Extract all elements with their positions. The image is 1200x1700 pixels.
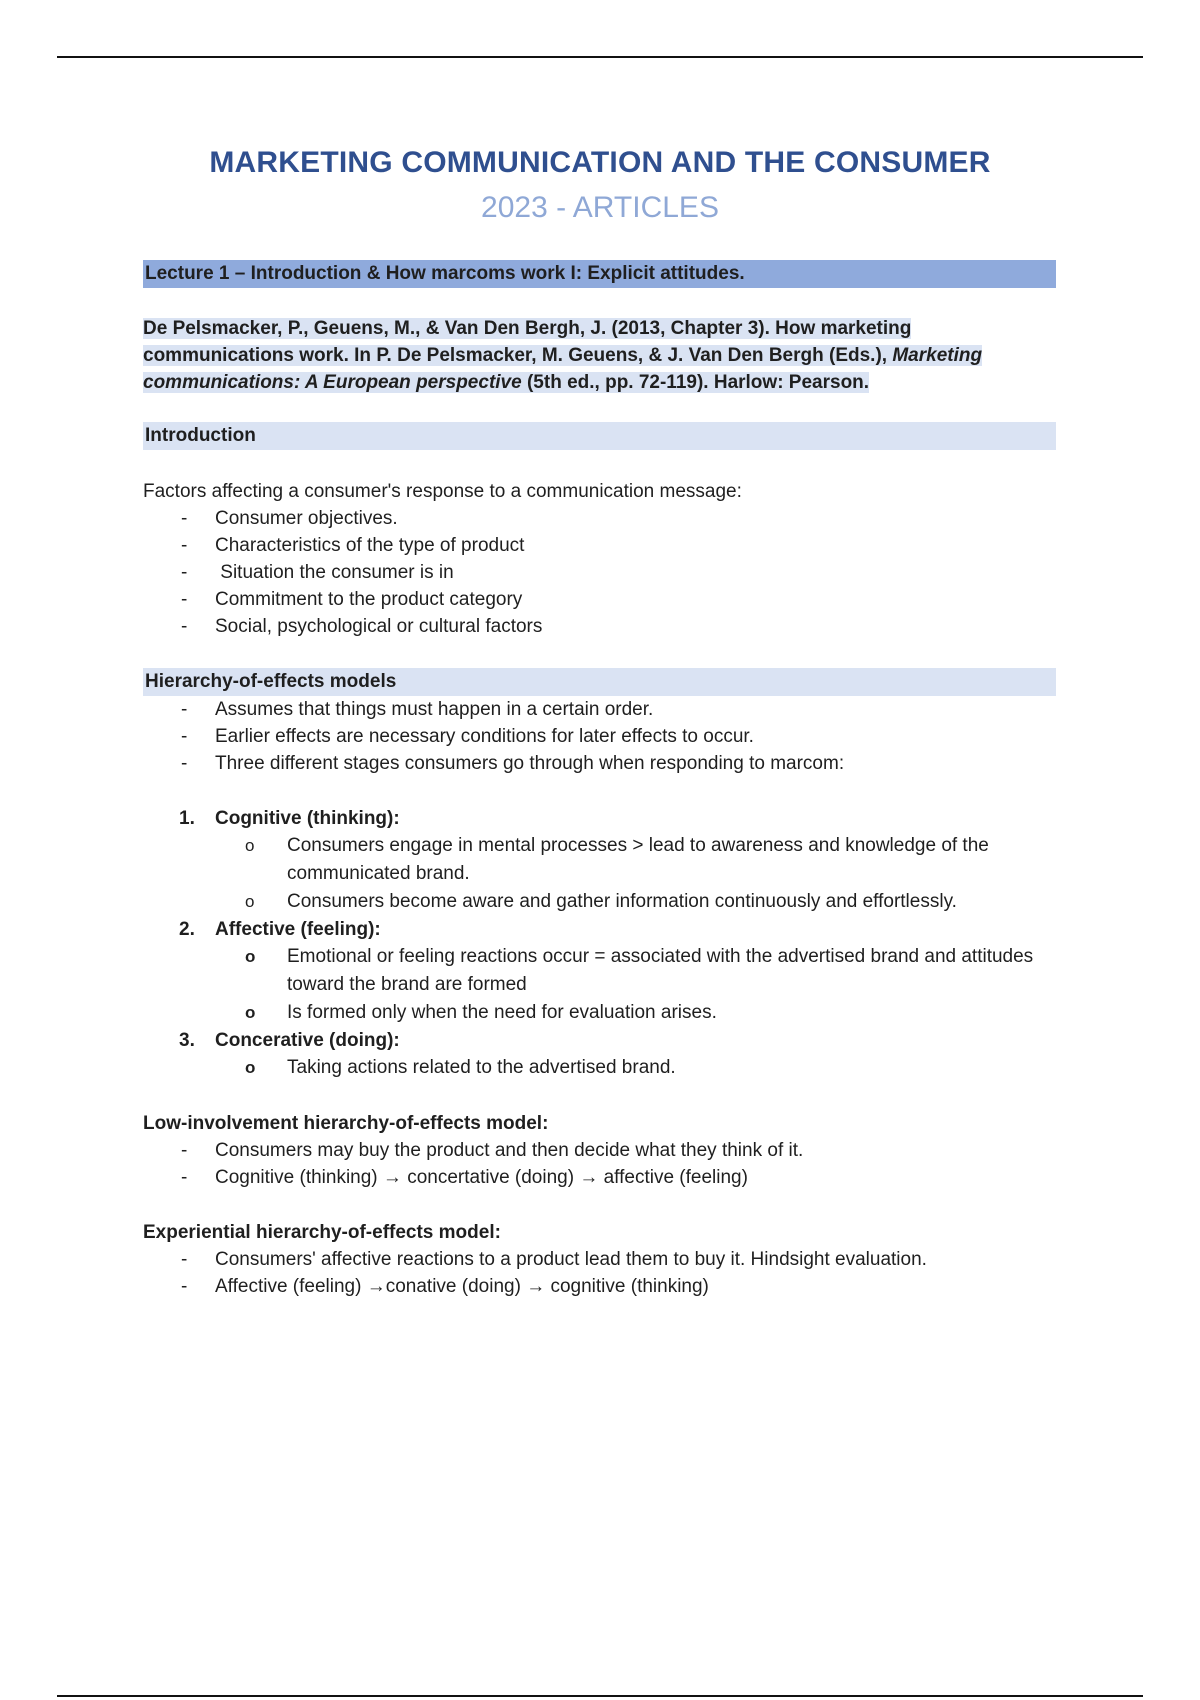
list-item: - Situation the consumer is in (143, 559, 1056, 586)
dash-bullet-icon: - (181, 1167, 188, 1188)
lecture-heading: Lecture 1 – Introduction & How marcoms work I: Explicit attitudes. (143, 260, 1056, 288)
circle-bullet-icon: o (245, 947, 256, 966)
reference-citation (143, 315, 1056, 396)
dash-bullet-icon: - (181, 699, 188, 720)
list-item: - Characteristics of the type of product (143, 532, 1056, 559)
list-item: o Consumers engage in mental processes > lead to awareness and knowledge of the communicated brand. (215, 832, 1056, 888)
hierarchy-heading: Hierarchy-of-effects models (143, 668, 1056, 696)
list-item: o Is formed only when the need for evaluation arises. (215, 999, 1056, 1027)
circle-bullet-icon: o (245, 836, 255, 855)
list-item: - Assumes that things must happen in a certain order. (143, 696, 1056, 723)
dash-bullet-icon: - (181, 562, 188, 583)
document-subtitle: 2023 - ARTICLES (481, 191, 719, 224)
list-item: - Earlier effects are necessary conditions for later effects to occur. (143, 723, 1056, 750)
stages-list (143, 805, 1056, 1082)
stage-points (215, 943, 1056, 1027)
dash-bullet-icon: - (181, 726, 188, 747)
stage-label: Concerative (doing): (215, 1030, 400, 1051)
stage-label: Cognitive (thinking): (215, 808, 400, 829)
stage-points (215, 1054, 1056, 1082)
dash-bullet-icon: - (181, 589, 188, 610)
list-item: - Three different stages consumers go through when responding to marcom: (143, 750, 1056, 777)
document-title: MARKETING COMMUNICATION AND THE CONSUMER (209, 146, 991, 179)
dash-bullet-icon: - (181, 508, 188, 529)
list-item: - Consumer objectives. (143, 505, 1056, 532)
stage-affective (143, 916, 1056, 1027)
reference-part-1: De Pelsmacker, P., Geuens, M., & Van Den Bergh, J. (2013, Chapter 3). How marketing communications work. In P. De Pelsmacker, M. Geuens, & J. Van Den Bergh (Eds.), (143, 318, 912, 366)
dash-bullet-icon: - (181, 753, 188, 774)
reference-part-2: (5th ed., pp. 72-119). Harlow: Pearson. (521, 372, 870, 393)
stage-number: 2. (179, 919, 195, 940)
list-item: - Cognitive (thinking) → concertative (doing) → affective (feeling) (143, 1164, 1056, 1191)
introduction-list (143, 505, 1056, 640)
top-rule (57, 56, 1143, 58)
reference-book-title: Marketing communications: A European perspective (143, 345, 983, 393)
list-item: - Affective (feeling) →conative (doing) → cognitive (thinking) (143, 1273, 1056, 1300)
list-item: o Taking actions related to the advertised brand. (215, 1054, 1056, 1082)
dash-bullet-icon: - (181, 1249, 188, 1270)
experiential-list (143, 1246, 1056, 1300)
list-item: o Emotional or feeling reactions occur = associated with the advertised brand and attitudes toward the brand are formed (215, 943, 1056, 999)
list-item: - Consumers' affective reactions to a product lead them to buy it. Hindsight evaluation. (143, 1246, 1056, 1273)
bottom-rule (57, 1695, 1143, 1697)
low-involvement-heading: Low-involvement hierarchy-of-effects model: (143, 1113, 549, 1134)
circle-bullet-icon: o (245, 1058, 256, 1077)
stage-points (215, 832, 1056, 916)
list-item: - Commitment to the product category (143, 586, 1056, 613)
stage-conative (143, 1027, 1056, 1082)
dash-bullet-icon: - (181, 535, 188, 556)
experiential-heading: Experiential hierarchy-of-effects model: (143, 1222, 501, 1243)
dash-bullet-icon: - (181, 1276, 188, 1297)
list-item: o Consumers become aware and gather information continuously and effortlessly. (215, 888, 1056, 916)
introduction-lead: Factors affecting a consumer's response to a communication message: (143, 481, 742, 502)
document-body (143, 260, 1056, 1300)
hierarchy-list (143, 696, 1056, 777)
stage-number: 1. (179, 808, 195, 829)
low-involvement-list (143, 1137, 1056, 1191)
stage-label: Affective (feeling): (215, 919, 381, 940)
introduction-heading: Introduction (143, 422, 1056, 450)
list-item: - Social, psychological or cultural factors (143, 613, 1056, 640)
stage-number: 3. (179, 1030, 195, 1051)
circle-bullet-icon: o (245, 892, 255, 911)
dash-bullet-icon: - (181, 1140, 188, 1161)
dash-bullet-icon: - (181, 616, 188, 637)
stage-cognitive (143, 805, 1056, 916)
list-item: - Consumers may buy the product and then decide what they think of it. (143, 1137, 1056, 1164)
circle-bullet-icon: o (245, 1003, 256, 1022)
